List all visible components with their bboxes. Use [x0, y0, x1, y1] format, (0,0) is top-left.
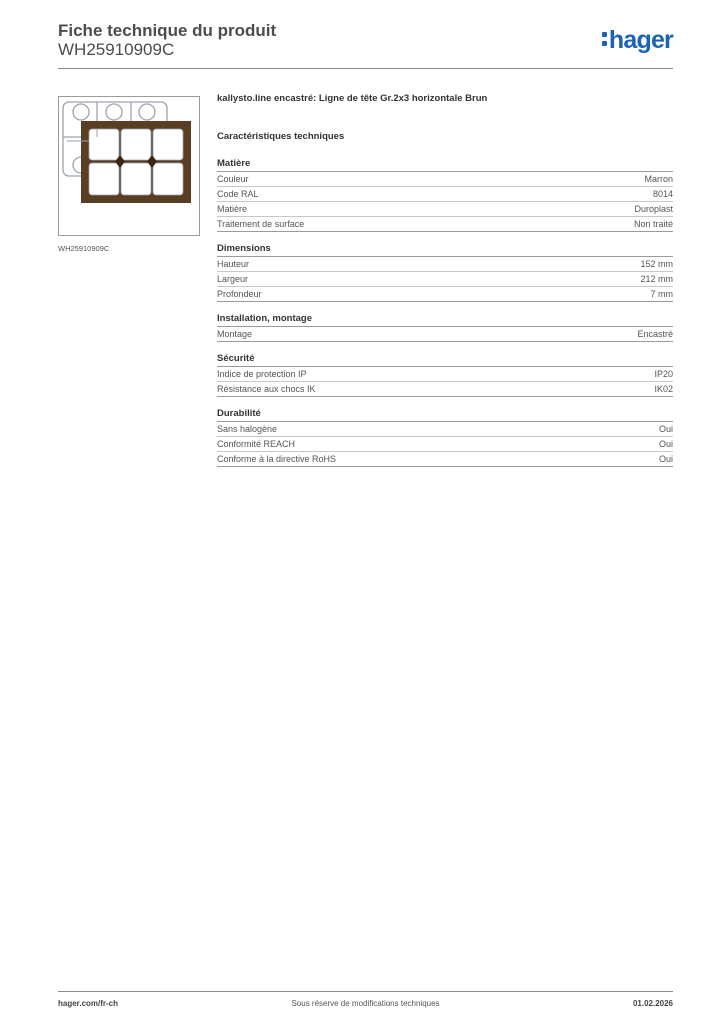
- spec-row: [217, 272, 673, 287]
- spec-value: Encastré: [637, 329, 673, 339]
- spec-label: Matière: [217, 204, 248, 214]
- spec-value: Marron: [644, 174, 673, 184]
- spec-value: 152 mm: [640, 259, 673, 269]
- spec-row: [217, 187, 673, 202]
- logo-text: hager: [608, 26, 673, 54]
- spec-row: [217, 452, 673, 467]
- product-name: kallysto.line encastré: Ligne de tête Gr.2x3 horizontale Brun: [217, 93, 488, 104]
- spec-label: Montage: [217, 329, 253, 339]
- spec-label: Code RAL: [217, 189, 259, 199]
- spec-value: IP20: [654, 369, 673, 379]
- spec-label: Profondeur: [217, 289, 262, 299]
- spec-value: 8014: [652, 189, 673, 199]
- main-content: [217, 93, 673, 477]
- section-title: Durabilité: [217, 407, 673, 422]
- spec-value: Oui: [658, 439, 673, 449]
- spec-value: 7 mm: [650, 289, 673, 299]
- section-securite: [217, 352, 673, 397]
- spec-label: Conforme à la directive RoHS: [217, 454, 337, 464]
- spec-row: [217, 437, 673, 452]
- section-title: Dimensions: [217, 242, 673, 257]
- spec-row: [217, 202, 673, 217]
- header-divider: [58, 68, 673, 69]
- spec-label: Sans halogène: [217, 424, 278, 434]
- spec-value: Non traité: [633, 219, 673, 229]
- spec-value: 212 mm: [640, 274, 673, 284]
- spec-row: [217, 422, 673, 437]
- spec-row: [217, 327, 673, 342]
- spec-value: IK02: [654, 384, 673, 394]
- spec-row: [217, 217, 673, 232]
- spec-row: [217, 172, 673, 187]
- spec-label: Largeur: [217, 274, 249, 284]
- footer-divider: [58, 991, 673, 992]
- spec-value: Oui: [658, 454, 673, 464]
- page-header: [58, 20, 673, 70]
- spec-label: Conformité REACH: [217, 439, 296, 449]
- footer-website-link[interactable]: hager.com/fr-ch: [58, 999, 119, 1008]
- spec-label: Indice de protection IP: [217, 369, 307, 379]
- document-title: Fiche technique du produit: [58, 21, 277, 40]
- footer-notice: Sous réserve de modifications techniques: [291, 999, 440, 1008]
- spec-row: [217, 367, 673, 382]
- product-code: WH25910909C: [58, 40, 175, 59]
- spec-row: [217, 257, 673, 272]
- spec-value: Duroplast: [634, 204, 673, 214]
- footer-date: 01.02.2026: [632, 999, 673, 1008]
- section-dimensions: [217, 242, 673, 302]
- section-title: Sécurité: [217, 352, 673, 367]
- section-title: Matière: [217, 157, 673, 172]
- spec-label: Résistance aux chocs IK: [217, 384, 316, 394]
- spec-label: Hauteur: [217, 259, 250, 269]
- image-caption: WH25910909C: [58, 244, 110, 253]
- spec-label: Traitement de surface: [217, 219, 305, 229]
- spec-value: Oui: [658, 424, 673, 434]
- specs-heading: Caractéristiques techniques: [217, 131, 345, 142]
- product-frame-illustration: [59, 97, 199, 235]
- section-title: Installation, montage: [217, 312, 673, 327]
- logo-dots-icon: [602, 32, 607, 46]
- spec-row: [217, 382, 673, 397]
- hager-logo: [602, 26, 673, 55]
- section-matiere: [217, 157, 673, 232]
- product-image: [58, 96, 200, 236]
- spec-label: Couleur: [217, 174, 249, 184]
- spec-row: [217, 287, 673, 302]
- section-durabilite: [217, 407, 673, 467]
- section-installation: [217, 312, 673, 342]
